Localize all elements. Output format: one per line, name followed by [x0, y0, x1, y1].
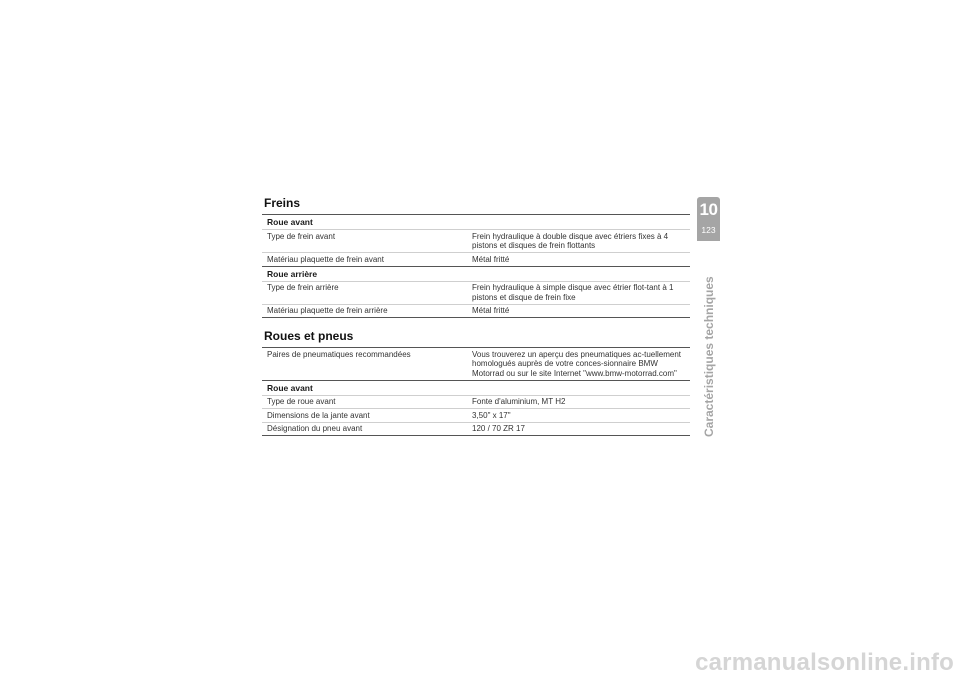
table-row [262, 281, 690, 304]
subheading-roue-avant: Roue avant [267, 217, 313, 227]
chapter-side-title: Caractéristiques techniques [702, 276, 716, 437]
row-label: Désignation du pneu avant [267, 424, 363, 433]
table-row [262, 252, 690, 266]
table-row [262, 422, 690, 436]
table-row [262, 304, 690, 318]
freins-table [262, 214, 690, 318]
section-title-freins: Freins [264, 196, 301, 210]
page-content [262, 196, 690, 436]
row-label: Dimensions de la jante avant [267, 410, 370, 420]
table-row [262, 229, 690, 252]
row-value: Frein hydraulique à double disque avec étriers fixes à 4 pistons et disques de frein flottants [472, 231, 669, 250]
row-label: Type de frein avant [267, 231, 336, 241]
row-label: Type de frein arrière [267, 283, 339, 292]
table-row [262, 408, 690, 422]
row-value: 120 / 70 ZR 17 [472, 424, 525, 433]
row-label: Type de roue avant [267, 397, 336, 406]
row-value: Fonte d'aluminium, MT H2 [472, 397, 566, 406]
row-value: Métal fritté [472, 306, 510, 315]
subheading-roue-avant: Roue avant [262, 380, 690, 395]
subheading-roue-arriere: Roue arrière [262, 266, 690, 281]
table-row [262, 348, 690, 380]
page-number: 123 [701, 225, 716, 235]
row-value: 3,50" x 17" [472, 410, 511, 420]
section-title-roues-et-pneus: Roues et pneus [264, 329, 354, 343]
row-label: Matériau plaquette de frein avant [267, 254, 384, 264]
row-value: Métal fritté [472, 254, 510, 264]
row-value: Frein hydraulique à simple disque avec étrier flot-tant à 1 pistons et disque de frein fixe [472, 283, 674, 302]
table-row [262, 395, 690, 409]
watermark: carmanualsonline.info [695, 649, 954, 676]
row-label: Matériau plaquette de frein arrière [267, 306, 388, 315]
chapter-number: 10 [699, 200, 718, 219]
roues-table [262, 347, 690, 436]
row-value: Vous trouverez un aperçu des pneumatiques ac-tuellement homologués auprès de votre conces-sionnaire BMW Motorrad ou sur le site Internet "www.bmw-motorrad.com" [472, 349, 682, 378]
row-label: Paires de pneumatiques recommandées [267, 349, 411, 359]
